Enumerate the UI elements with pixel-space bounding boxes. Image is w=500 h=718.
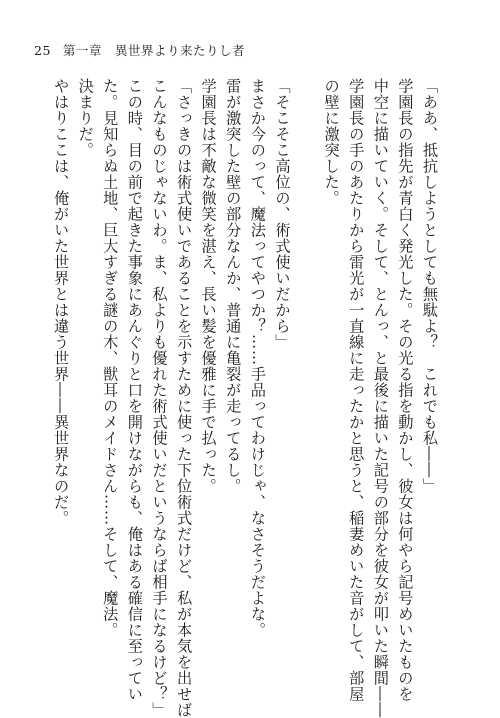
chapter-label: 第一章: [62, 43, 102, 58]
text-line-4: 学園長の手のあたりから雷光が一直線に走ったかと思うと、稲妻めいた音がして、部屋: [347, 78, 366, 702]
paragraph-gap: [294, 78, 319, 678]
text-line-8: まさか今のって、魔法ってやつか？……手品ってわけじゃ、なさそうだよな。: [248, 78, 267, 638]
text-line-14: た。見知らぬ土地、巨大すぎる謎の木、獣耳のメイドさん……そして、魔法。: [101, 78, 120, 638]
text-line-16: やはりここは、俺がいた世界とは違う世界――異世界なのだ。: [52, 78, 71, 526]
text-line-12: こんなものじゃないわ。ま、私よりも優れた術式使いだというならば相手になるけど？」: [150, 78, 169, 718]
text-line-13: この時、目の前で起きた事象にあんぐりと口を開けながらも、俺はある確信に至ってい: [125, 78, 144, 702]
page-number: 25: [34, 43, 51, 58]
text-line-2: 学園長の指先が青白く発光した。その光る指を動かし、彼女は何やら記号めいたものを: [396, 78, 415, 702]
text-line-9: 雷が激突した壁の部分なんか、普通に亀裂が走ってるし。: [224, 78, 243, 494]
text-line-15: 決まりだ。: [76, 78, 95, 158]
text-line-11: 「さっきのは術式使いであることを示すために使った下位術式だけど、私が本気を出せば: [175, 78, 194, 718]
text-line-3: 中空に描いていく。そして、とんっ、と最後に描いた記号の部分を彼女が叩いた瞬間――: [371, 78, 390, 718]
text-line-7: 「そこそこ高位の、術式使いだから」: [273, 78, 292, 350]
novel-text: [49, 78, 443, 718]
text-line-10: 学園長は不敵な微笑を湛え、長い髪を優雅に手で払った。: [199, 78, 218, 494]
running-header: [34, 41, 245, 59]
chapter-title: 異世界より来たりし者: [114, 43, 245, 58]
text-line-5: の壁に激突した。: [322, 78, 341, 206]
text-line-1: 「ああ、抵抗しようとしても無駄よ？ これでも私――」: [421, 78, 439, 494]
